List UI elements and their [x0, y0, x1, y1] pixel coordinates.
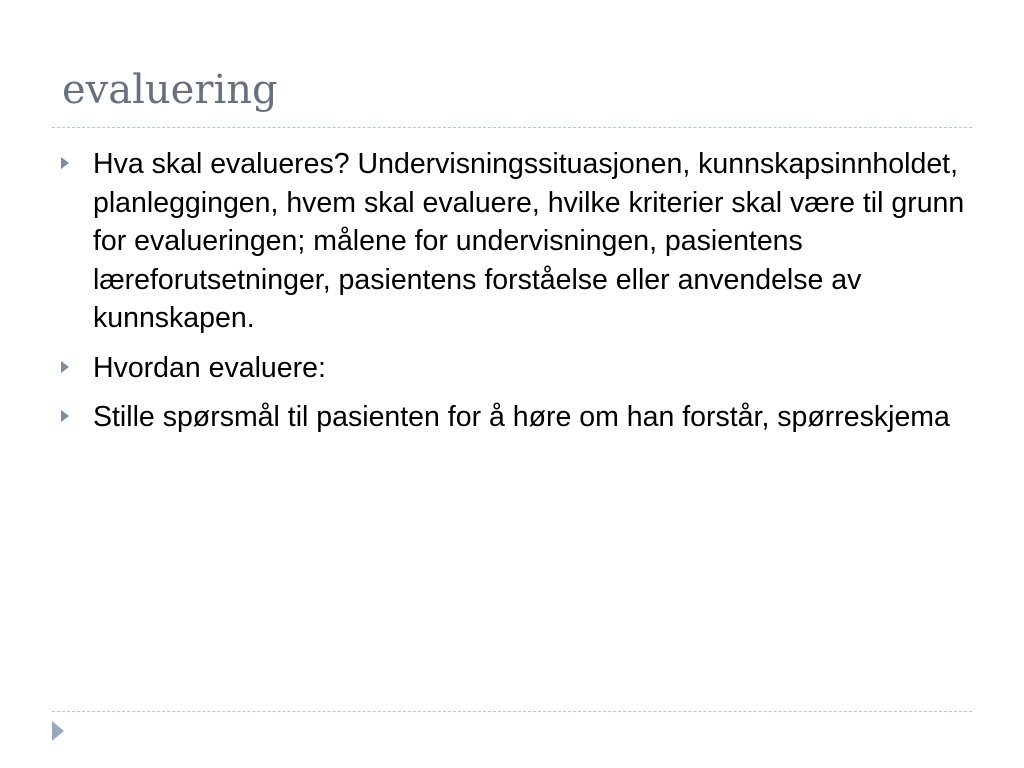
bullet-list [60, 145, 970, 448]
footer-divider [52, 711, 972, 712]
title-divider [52, 127, 972, 128]
slide-title: evaluering [62, 67, 278, 113]
bullet-item [60, 349, 970, 388]
bullet-text: Hva skal evalueres? Undervisningssituasjonen, kunnskapsinnholdet, planleggingen, hvem skal evaluere, hvilke kriterier skal være til grunn for evalueringen; målene for undervisningen, pasientens læreforutsetninger, pasientens forståelse eller anvendelse av kunnskapen. [93, 148, 965, 334]
bullet-item [60, 145, 970, 338]
triangle-right-icon [61, 361, 69, 373]
bullet-item [60, 398, 970, 437]
bullet-text: Hvordan evaluere: [93, 351, 326, 384]
next-slide-icon[interactable] [52, 721, 64, 741]
bullet-text: Stille spørsmål til pasienten for å høre om han forstår, spørreskjema [93, 401, 950, 433]
triangle-right-icon [61, 157, 69, 169]
triangle-right-icon [61, 410, 69, 422]
